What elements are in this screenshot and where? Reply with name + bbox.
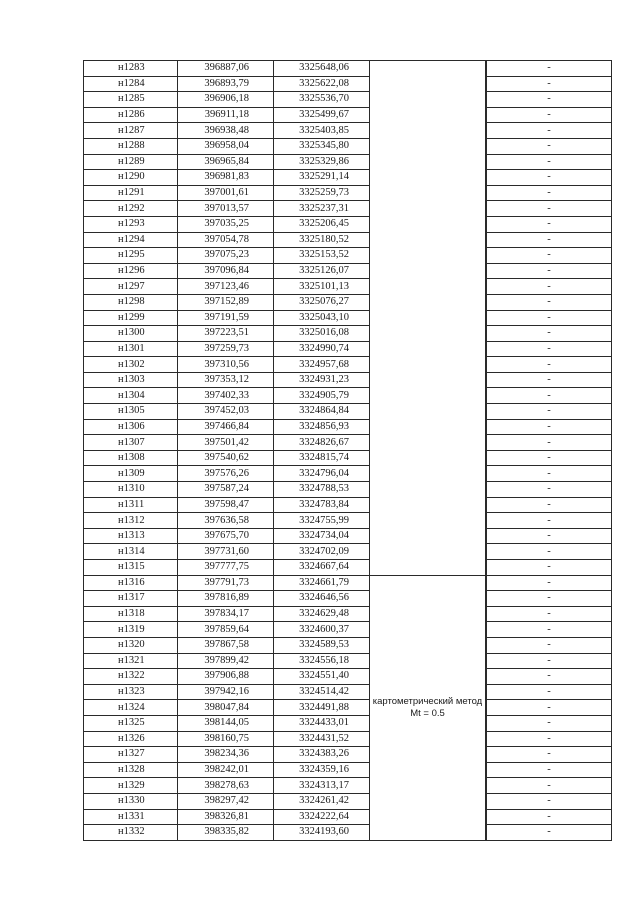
point-id-cell: н1324 xyxy=(84,700,178,716)
table-row xyxy=(84,388,612,404)
point-id-cell: н1327 xyxy=(84,747,178,763)
x-coordinate-cell: 397223,51 xyxy=(178,326,274,342)
table-row xyxy=(84,482,612,498)
accuracy-cell: - xyxy=(487,591,612,607)
y-coordinate-cell: 3325153,52 xyxy=(274,248,370,264)
point-id-cell: н1299 xyxy=(84,310,178,326)
accuracy-cell: - xyxy=(487,170,612,186)
y-coordinate-cell: 3325648,06 xyxy=(274,61,370,77)
point-id-cell: н1310 xyxy=(84,482,178,498)
table-row xyxy=(84,232,612,248)
x-coordinate-cell: 398144,05 xyxy=(178,715,274,731)
y-coordinate-cell: 3324261,42 xyxy=(274,793,370,809)
table-row xyxy=(84,107,612,123)
point-id-cell: н1321 xyxy=(84,653,178,669)
accuracy-cell: - xyxy=(487,560,612,576)
x-coordinate-cell: 397636,58 xyxy=(178,513,274,529)
point-id-cell: н1306 xyxy=(84,419,178,435)
table-row xyxy=(84,637,612,653)
accuracy-cell: - xyxy=(487,809,612,825)
x-coordinate-cell: 397054,78 xyxy=(178,232,274,248)
point-id-cell: н1298 xyxy=(84,294,178,310)
table-row xyxy=(84,76,612,92)
accuracy-cell: - xyxy=(487,372,612,388)
accuracy-cell: - xyxy=(487,731,612,747)
y-coordinate-cell: 3325329,86 xyxy=(274,154,370,170)
table-row xyxy=(84,216,612,232)
table-row xyxy=(84,793,612,809)
y-coordinate-cell: 3325536,70 xyxy=(274,92,370,108)
accuracy-cell: - xyxy=(487,575,612,591)
method-cell: картометрический метод Mt = 0.5 xyxy=(370,575,486,840)
point-id-cell: н1314 xyxy=(84,544,178,560)
accuracy-cell: - xyxy=(487,357,612,373)
accuracy-cell: - xyxy=(487,123,612,139)
accuracy-cell: - xyxy=(487,450,612,466)
x-coordinate-cell: 396906,18 xyxy=(178,92,274,108)
table-row xyxy=(84,809,612,825)
y-coordinate-cell: 3325403,85 xyxy=(274,123,370,139)
table-row xyxy=(84,715,612,731)
point-id-cell: н1330 xyxy=(84,793,178,809)
x-coordinate-cell: 396958,04 xyxy=(178,138,274,154)
point-id-cell: н1308 xyxy=(84,450,178,466)
table-row xyxy=(84,341,612,357)
y-coordinate-cell: 3324788,53 xyxy=(274,482,370,498)
accuracy-cell: - xyxy=(487,201,612,217)
table-row xyxy=(84,372,612,388)
accuracy-cell: - xyxy=(487,216,612,232)
y-coordinate-cell: 3324600,37 xyxy=(274,622,370,638)
table-row xyxy=(84,61,612,77)
table-row xyxy=(84,700,612,716)
point-id-cell: н1289 xyxy=(84,154,178,170)
point-id-cell: н1302 xyxy=(84,357,178,373)
x-coordinate-cell: 397452,03 xyxy=(178,404,274,420)
accuracy-cell: - xyxy=(487,138,612,154)
point-id-cell: н1286 xyxy=(84,107,178,123)
y-coordinate-cell: 3324551,40 xyxy=(274,669,370,685)
table-row xyxy=(84,622,612,638)
table-row xyxy=(84,731,612,747)
y-coordinate-cell: 3324646,56 xyxy=(274,591,370,607)
y-coordinate-cell: 3324734,04 xyxy=(274,528,370,544)
point-id-cell: н1304 xyxy=(84,388,178,404)
x-coordinate-cell: 397791,73 xyxy=(178,575,274,591)
x-coordinate-cell: 397675,70 xyxy=(178,528,274,544)
table-row xyxy=(84,653,612,669)
y-coordinate-cell: 3324667,64 xyxy=(274,560,370,576)
accuracy-cell: - xyxy=(487,404,612,420)
table-row xyxy=(84,419,612,435)
accuracy-cell: - xyxy=(487,466,612,482)
x-coordinate-cell: 398160,75 xyxy=(178,731,274,747)
x-coordinate-cell: 397096,84 xyxy=(178,263,274,279)
x-coordinate-cell: 396911,18 xyxy=(178,107,274,123)
accuracy-cell: - xyxy=(487,606,612,622)
x-coordinate-cell: 396893,79 xyxy=(178,76,274,92)
y-coordinate-cell: 3324431,52 xyxy=(274,731,370,747)
x-coordinate-cell: 398242,01 xyxy=(178,762,274,778)
accuracy-cell: - xyxy=(487,497,612,513)
table-row xyxy=(84,279,612,295)
x-coordinate-cell: 397899,42 xyxy=(178,653,274,669)
accuracy-cell: - xyxy=(487,700,612,716)
x-coordinate-cell: 397075,23 xyxy=(178,248,274,264)
y-coordinate-cell: 3324796,04 xyxy=(274,466,370,482)
point-id-cell: н1311 xyxy=(84,497,178,513)
y-coordinate-cell: 3324702,09 xyxy=(274,544,370,560)
table-row xyxy=(84,404,612,420)
point-id-cell: н1316 xyxy=(84,575,178,591)
y-coordinate-cell: 3324514,42 xyxy=(274,684,370,700)
point-id-cell: н1312 xyxy=(84,513,178,529)
table-row xyxy=(84,669,612,685)
point-id-cell: н1303 xyxy=(84,372,178,388)
x-coordinate-cell: 397123,46 xyxy=(178,279,274,295)
y-coordinate-cell: 3325206,45 xyxy=(274,216,370,232)
y-coordinate-cell: 3324433,01 xyxy=(274,715,370,731)
point-id-cell: н1283 xyxy=(84,61,178,77)
table-row xyxy=(84,513,612,529)
point-id-cell: н1301 xyxy=(84,341,178,357)
coordinates-table xyxy=(83,60,612,841)
accuracy-cell: - xyxy=(487,482,612,498)
point-id-cell: н1300 xyxy=(84,326,178,342)
x-coordinate-cell: 397035,25 xyxy=(178,216,274,232)
x-coordinate-cell: 397859,64 xyxy=(178,622,274,638)
x-coordinate-cell: 398335,82 xyxy=(178,825,274,841)
point-id-cell: н1315 xyxy=(84,560,178,576)
coordinates-table-body xyxy=(84,61,612,841)
method-cell xyxy=(370,61,486,576)
point-id-cell: н1309 xyxy=(84,466,178,482)
x-coordinate-cell: 397310,56 xyxy=(178,357,274,373)
point-id-cell: н1284 xyxy=(84,76,178,92)
x-coordinate-cell: 397501,42 xyxy=(178,435,274,451)
x-coordinate-cell: 397259,73 xyxy=(178,341,274,357)
x-coordinate-cell: 397942,16 xyxy=(178,684,274,700)
table-row xyxy=(84,357,612,373)
accuracy-cell: - xyxy=(487,92,612,108)
table-row xyxy=(84,263,612,279)
y-coordinate-cell: 3324864,84 xyxy=(274,404,370,420)
x-coordinate-cell: 396887,06 xyxy=(178,61,274,77)
table-row xyxy=(84,778,612,794)
y-coordinate-cell: 3325076,27 xyxy=(274,294,370,310)
table-row xyxy=(84,560,612,576)
table-row xyxy=(84,747,612,763)
accuracy-cell: - xyxy=(487,669,612,685)
point-id-cell: н1318 xyxy=(84,606,178,622)
accuracy-cell: - xyxy=(487,232,612,248)
y-coordinate-cell: 3324931,23 xyxy=(274,372,370,388)
accuracy-cell: - xyxy=(487,544,612,560)
accuracy-cell: - xyxy=(487,778,612,794)
x-coordinate-cell: 396938,48 xyxy=(178,123,274,139)
table-row xyxy=(84,591,612,607)
table-row xyxy=(84,170,612,186)
accuracy-cell: - xyxy=(487,61,612,77)
y-coordinate-cell: 3325126,07 xyxy=(274,263,370,279)
y-coordinate-cell: 3325180,52 xyxy=(274,232,370,248)
x-coordinate-cell: 397834,17 xyxy=(178,606,274,622)
y-coordinate-cell: 3325499,67 xyxy=(274,107,370,123)
accuracy-cell: - xyxy=(487,513,612,529)
point-id-cell: н1291 xyxy=(84,185,178,201)
table-row xyxy=(84,92,612,108)
accuracy-cell: - xyxy=(487,154,612,170)
accuracy-cell: - xyxy=(487,715,612,731)
y-coordinate-cell: 3324905,79 xyxy=(274,388,370,404)
y-coordinate-cell: 3324359,16 xyxy=(274,762,370,778)
table-row xyxy=(84,138,612,154)
y-coordinate-cell: 3324755,99 xyxy=(274,513,370,529)
x-coordinate-cell: 397731,60 xyxy=(178,544,274,560)
x-coordinate-cell: 398278,63 xyxy=(178,778,274,794)
y-coordinate-cell: 3324661,79 xyxy=(274,575,370,591)
point-id-cell: н1297 xyxy=(84,279,178,295)
y-coordinate-cell: 3325043,10 xyxy=(274,310,370,326)
y-coordinate-cell: 3325622,08 xyxy=(274,76,370,92)
table-row xyxy=(84,497,612,513)
x-coordinate-cell: 397540,62 xyxy=(178,450,274,466)
x-coordinate-cell: 398297,42 xyxy=(178,793,274,809)
point-id-cell: н1332 xyxy=(84,825,178,841)
accuracy-cell: - xyxy=(487,263,612,279)
y-coordinate-cell: 3324815,74 xyxy=(274,450,370,466)
y-coordinate-cell: 3325101,13 xyxy=(274,279,370,295)
x-coordinate-cell: 397777,75 xyxy=(178,560,274,576)
table-row xyxy=(84,435,612,451)
accuracy-cell: - xyxy=(487,435,612,451)
accuracy-cell: - xyxy=(487,653,612,669)
x-coordinate-cell: 397353,12 xyxy=(178,372,274,388)
y-coordinate-cell: 3324556,18 xyxy=(274,653,370,669)
x-coordinate-cell: 398047,84 xyxy=(178,700,274,716)
accuracy-cell: - xyxy=(487,294,612,310)
x-coordinate-cell: 397191,59 xyxy=(178,310,274,326)
table-row xyxy=(84,201,612,217)
point-id-cell: н1307 xyxy=(84,435,178,451)
point-id-cell: н1317 xyxy=(84,591,178,607)
point-id-cell: н1322 xyxy=(84,669,178,685)
y-coordinate-cell: 3325237,31 xyxy=(274,201,370,217)
accuracy-cell: - xyxy=(487,341,612,357)
y-coordinate-cell: 3325345,80 xyxy=(274,138,370,154)
table-row xyxy=(84,544,612,560)
y-coordinate-cell: 3324826,67 xyxy=(274,435,370,451)
point-id-cell: н1329 xyxy=(84,778,178,794)
coordinates-table-wrapper xyxy=(83,60,612,841)
x-coordinate-cell: 397906,88 xyxy=(178,669,274,685)
accuracy-cell: - xyxy=(487,793,612,809)
x-coordinate-cell: 397402,33 xyxy=(178,388,274,404)
x-coordinate-cell: 397001,61 xyxy=(178,185,274,201)
x-coordinate-cell: 397466,84 xyxy=(178,419,274,435)
accuracy-cell: - xyxy=(487,762,612,778)
point-id-cell: н1294 xyxy=(84,232,178,248)
point-id-cell: н1296 xyxy=(84,263,178,279)
x-coordinate-cell: 397587,24 xyxy=(178,482,274,498)
accuracy-cell: - xyxy=(487,747,612,763)
accuracy-cell: - xyxy=(487,684,612,700)
x-coordinate-cell: 396965,84 xyxy=(178,154,274,170)
point-id-cell: н1325 xyxy=(84,715,178,731)
accuracy-cell: - xyxy=(487,76,612,92)
table-row xyxy=(84,466,612,482)
table-row xyxy=(84,185,612,201)
x-coordinate-cell: 397867,58 xyxy=(178,637,274,653)
point-id-cell: н1287 xyxy=(84,123,178,139)
y-coordinate-cell: 3324313,17 xyxy=(274,778,370,794)
table-row xyxy=(84,762,612,778)
point-id-cell: н1320 xyxy=(84,637,178,653)
y-coordinate-cell: 3325291,14 xyxy=(274,170,370,186)
y-coordinate-cell: 3324193,60 xyxy=(274,825,370,841)
accuracy-cell: - xyxy=(487,279,612,295)
y-coordinate-cell: 3324629,48 xyxy=(274,606,370,622)
y-coordinate-cell: 3324222,64 xyxy=(274,809,370,825)
table-row xyxy=(84,310,612,326)
accuracy-cell: - xyxy=(487,310,612,326)
point-id-cell: н1295 xyxy=(84,248,178,264)
y-coordinate-cell: 3324589,53 xyxy=(274,637,370,653)
table-row xyxy=(84,294,612,310)
point-id-cell: н1305 xyxy=(84,404,178,420)
point-id-cell: н1288 xyxy=(84,138,178,154)
table-row xyxy=(84,528,612,544)
accuracy-cell: - xyxy=(487,248,612,264)
point-id-cell: н1319 xyxy=(84,622,178,638)
table-row xyxy=(84,825,612,841)
point-id-cell: н1293 xyxy=(84,216,178,232)
accuracy-cell: - xyxy=(487,825,612,841)
point-id-cell: н1290 xyxy=(84,170,178,186)
point-id-cell: н1323 xyxy=(84,684,178,700)
x-coordinate-cell: 396981,83 xyxy=(178,170,274,186)
table-row xyxy=(84,248,612,264)
accuracy-cell: - xyxy=(487,388,612,404)
y-coordinate-cell: 3324491,88 xyxy=(274,700,370,716)
y-coordinate-cell: 3324990,74 xyxy=(274,341,370,357)
point-id-cell: н1331 xyxy=(84,809,178,825)
table-row xyxy=(84,606,612,622)
y-coordinate-cell: 3324383,26 xyxy=(274,747,370,763)
accuracy-cell: - xyxy=(487,622,612,638)
x-coordinate-cell: 397576,26 xyxy=(178,466,274,482)
table-row xyxy=(84,154,612,170)
x-coordinate-cell: 397598,47 xyxy=(178,497,274,513)
point-id-cell: н1313 xyxy=(84,528,178,544)
y-coordinate-cell: 3325016,08 xyxy=(274,326,370,342)
point-id-cell: н1292 xyxy=(84,201,178,217)
table-row xyxy=(84,123,612,139)
point-id-cell: н1328 xyxy=(84,762,178,778)
table-row xyxy=(84,684,612,700)
accuracy-cell: - xyxy=(487,107,612,123)
table-row xyxy=(84,450,612,466)
accuracy-cell: - xyxy=(487,419,612,435)
y-coordinate-cell: 3325259,73 xyxy=(274,185,370,201)
accuracy-cell: - xyxy=(487,185,612,201)
y-coordinate-cell: 3324957,68 xyxy=(274,357,370,373)
x-coordinate-cell: 397152,89 xyxy=(178,294,274,310)
table-row xyxy=(84,326,612,342)
point-id-cell: н1285 xyxy=(84,92,178,108)
x-coordinate-cell: 397013,57 xyxy=(178,201,274,217)
x-coordinate-cell: 397816,89 xyxy=(178,591,274,607)
point-id-cell: н1326 xyxy=(84,731,178,747)
accuracy-cell: - xyxy=(487,637,612,653)
x-coordinate-cell: 398234,36 xyxy=(178,747,274,763)
accuracy-cell: - xyxy=(487,326,612,342)
y-coordinate-cell: 3324783,84 xyxy=(274,497,370,513)
x-coordinate-cell: 398326,81 xyxy=(178,809,274,825)
y-coordinate-cell: 3324856,93 xyxy=(274,419,370,435)
table-row xyxy=(84,575,612,591)
accuracy-cell: - xyxy=(487,528,612,544)
